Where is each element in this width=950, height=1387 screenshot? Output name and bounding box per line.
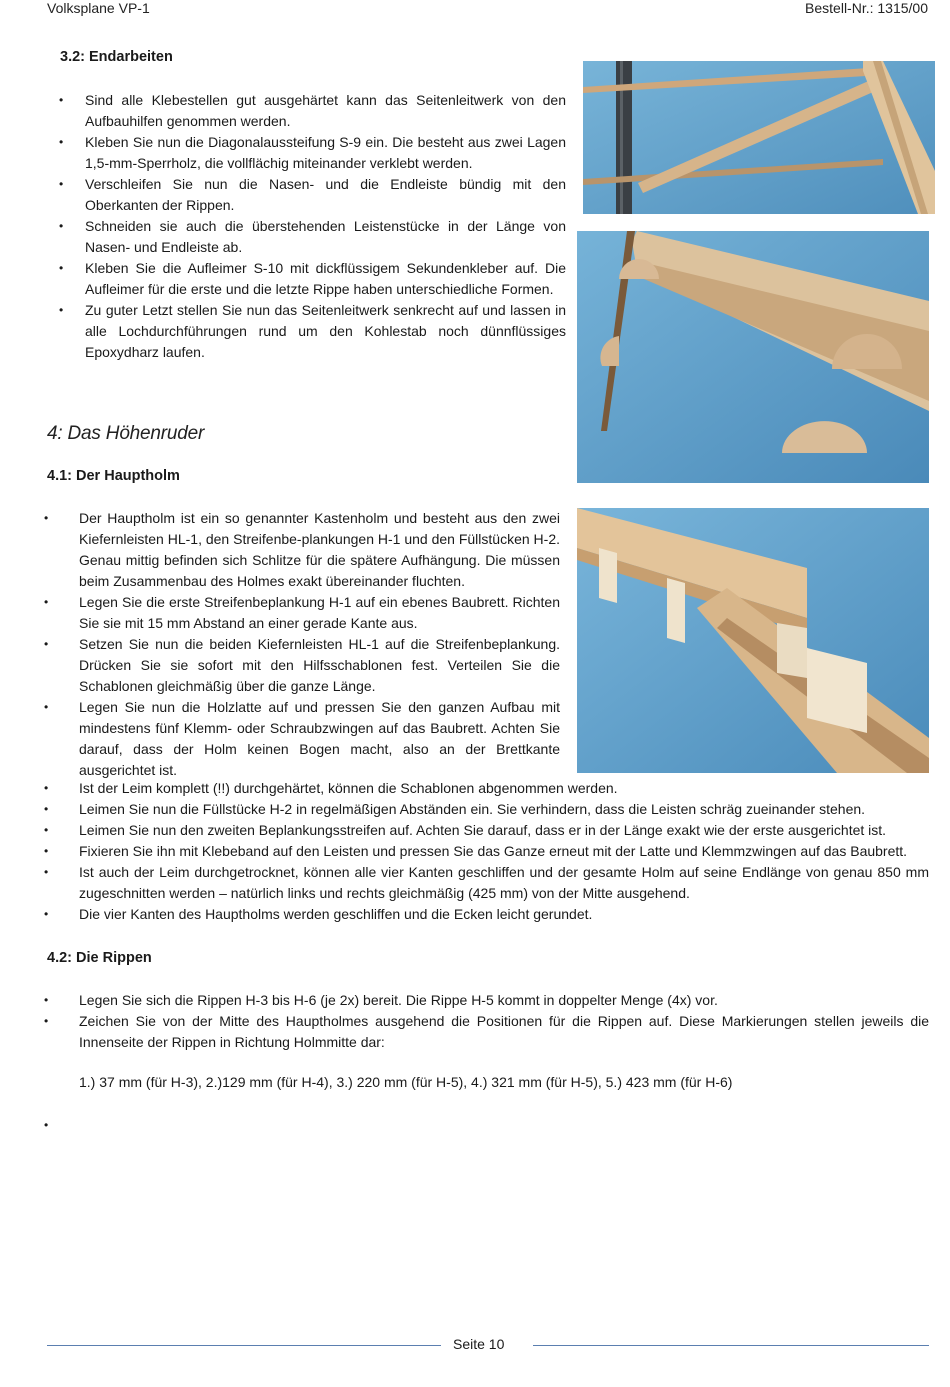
- list-item-text: Leimen Sie nun die Füllstücke H-2 in regelmäßigen Abständen ein. Sie verhindern, dass die Leisten schräg zueinander stehen.: [79, 801, 866, 817]
- bullet-list-4-1-narrow: [44, 508, 560, 781]
- header-left: Volksplane VP-1: [47, 0, 150, 16]
- list-item-text: Kleben Sie nun die Diagonalaussteifung S-9 ein. Die besteht aus zwei Lagen 1,5-mm-Sperrholz, die vollflächig miteinander verklebt werden.: [85, 134, 566, 171]
- bullet-dot-icon: •: [44, 1014, 49, 1028]
- list-item: [44, 634, 560, 697]
- footer-rule-left: [47, 1345, 441, 1346]
- list-item-text: Legen Sie sich die Rippen H-3 bis H-6 (je 2x) bereit. Die Rippe H-5 kommt in doppelter Menge (4x) vor.: [79, 992, 718, 1008]
- list-item: [59, 300, 566, 363]
- list-item: [59, 90, 566, 132]
- bullet-dot-icon: •: [59, 177, 64, 191]
- bullet-dot-icon: •: [44, 823, 49, 837]
- list-item: [44, 862, 929, 904]
- bullet-list-4-2: [44, 990, 929, 1053]
- list-item: [59, 258, 566, 300]
- list-item-text: Ist auch der Leim durchgetrocknet, können alle vier Kanten geschliffen und der gesamte Holm auf seine Endlänge von genau 850 mm zugeschnitten werden – natürlich links und rechts gleichmäßig (425 mm) von der Mitte ausgehend.: [79, 864, 929, 901]
- list-item: [59, 216, 566, 258]
- empty-bullet-icon: •: [44, 1118, 49, 1132]
- rudder-frame-image: [583, 61, 935, 214]
- list-item: [59, 174, 566, 216]
- list-item: [44, 697, 560, 781]
- list-item-text: Kleben Sie die Aufleimer S-10 mit dickflüssigem Sekundenkleber auf. Die Aufleimer für die erste und die letzte Rippe haben unterschiedliche Formen.: [85, 260, 566, 297]
- list-item-text: Setzen Sie nun die beiden Kiefernleisten HL-1 auf die Streifenbeplankung. Drücken Sie sie sofort mit den Hilfsschablonen fest. Verteilen Sie die Schablonen gleichmäßig über die ganze Länge.: [79, 636, 560, 694]
- chapter-title-4: 4: Das Höhenruder: [47, 423, 205, 444]
- list-item-text: Zeichen Sie von der Mitte des Hauptholmes ausgehend die Positionen für die Rippen auf. Diese Markierungen stellen jeweils die Innenseite der Rippen in Richtung Holmmitte dar:: [79, 1013, 929, 1050]
- page-number: Seite 10: [453, 1336, 505, 1352]
- list-item: [44, 1011, 929, 1053]
- bullet-dot-icon: •: [44, 865, 49, 879]
- bullet-dot-icon: •: [44, 993, 49, 1007]
- bullet-dot-icon: •: [44, 595, 49, 609]
- list-item: [44, 990, 929, 1011]
- bullet-dot-icon: •: [59, 219, 64, 233]
- bullet-list-3-2: [59, 90, 566, 363]
- bullet-dot-icon: •: [44, 907, 49, 921]
- list-item-text: Ist der Leim komplett (!!) durchgehärtet, können die Schablonen abgenommen werden.: [79, 780, 618, 796]
- bullet-dot-icon: •: [59, 261, 64, 275]
- bullet-dot-icon: •: [44, 802, 49, 816]
- list-item-text: Leimen Sie nun den zweiten Beplankungsstreifen auf. Achten Sie darauf, dass er in der Länge exakt wie der erste ausgerichtet ist.: [79, 822, 887, 838]
- bullet-dot-icon: •: [59, 303, 64, 317]
- list-item: [44, 778, 929, 799]
- bullet-dot-icon: •: [59, 93, 64, 107]
- list-item: [44, 508, 560, 592]
- list-item: [44, 799, 929, 820]
- section-title-4-2: 4.2: Die Rippen: [47, 950, 152, 966]
- bullet-list-4-1-wide: [44, 778, 929, 925]
- bullet-dot-icon: •: [44, 844, 49, 858]
- main-spar-image: [577, 508, 929, 773]
- list-item-text: Verschleifen Sie nun die Nasen- und die Endleiste bündig mit den Oberkanten der Rippen.: [85, 176, 566, 213]
- bullet-dot-icon: •: [44, 781, 49, 795]
- section-title-3-2: 3.2: Endarbeiten: [60, 49, 173, 65]
- rib-positions: 1.) 37 mm (für H-3), 2.)129 mm (für H-4), 3.) 220 mm (für H-5), 4.) 321 mm (für H-5), 5.) 423 mm (für H-6): [79, 1074, 733, 1090]
- list-item: [44, 841, 929, 862]
- list-item-text: Legen Sie die erste Streifenbeplankung H-1 auf ein ebenes Baubrett. Richten Sie sie mit 15 mm Abstand an einer gerade Kante aus.: [79, 594, 560, 631]
- list-item: [44, 592, 560, 634]
- list-item: [44, 904, 929, 925]
- photo-main-spar: [577, 508, 929, 773]
- list-item-text: Zu guter Letzt stellen Sie nun das Seitenleitwerk senkrecht auf und lassen in alle Lochdurchführungen rund um den Kohlestab noch dünnflüssiges Epoxydharz laufen.: [85, 302, 566, 360]
- list-item-text: Legen Sie nun die Holzlatte auf und pressen Sie den ganzen Aufbau mit mindestens fünf Klemm- oder Schraubzwingen auf das Baubrett. Achten Sie darauf, dass der Holm keinen Bogen macht, also an der Brettkante ausgerichtet ist.: [79, 699, 560, 778]
- list-item-text: Fixieren Sie ihn mit Klebeband auf den Leisten und pressen Sie das Ganze erneut mit der Latte und Klemmzwingen auf das Baubrett.: [79, 843, 908, 859]
- photo-rib-doublers: [577, 231, 929, 483]
- list-item-text: Die vier Kanten des Hauptholms werden geschliffen und die Ecken leicht gerundet.: [79, 906, 593, 922]
- list-item-text: Schneiden sie auch die überstehenden Leistenstücke in der Länge von Nasen- und Endleiste ab.: [85, 218, 566, 255]
- list-item: [44, 820, 929, 841]
- bullet-dot-icon: •: [44, 637, 49, 651]
- rib-doublers-image: [577, 231, 929, 483]
- footer-rule-right: [533, 1345, 929, 1346]
- bullet-dot-icon: •: [44, 511, 49, 525]
- photo-rudder-frame: [583, 61, 935, 214]
- bullet-dot-icon: •: [59, 135, 64, 149]
- section-title-4-1: 4.1: Der Hauptholm: [47, 468, 180, 484]
- list-item-text: Sind alle Klebestellen gut ausgehärtet kann das Seitenleitwerk von den Aufbauhilfen genommen werden.: [85, 92, 566, 129]
- bullet-dot-icon: •: [44, 700, 49, 714]
- list-item-text: Der Hauptholm ist ein so genannter Kastenholm und besteht aus den zwei Kiefernleisten HL-1, den Streifenbe-plankungen H-1 und den Füllstücken H-2. Genau mittig befinden sich Schlitze für die spätere Aufhängung. Die müssen beim Zusammenbau des Holmes exakt übereinander fluchten.: [79, 510, 560, 589]
- list-item: [59, 132, 566, 174]
- header-right: Bestell-Nr.: 1315/00: [805, 0, 928, 16]
